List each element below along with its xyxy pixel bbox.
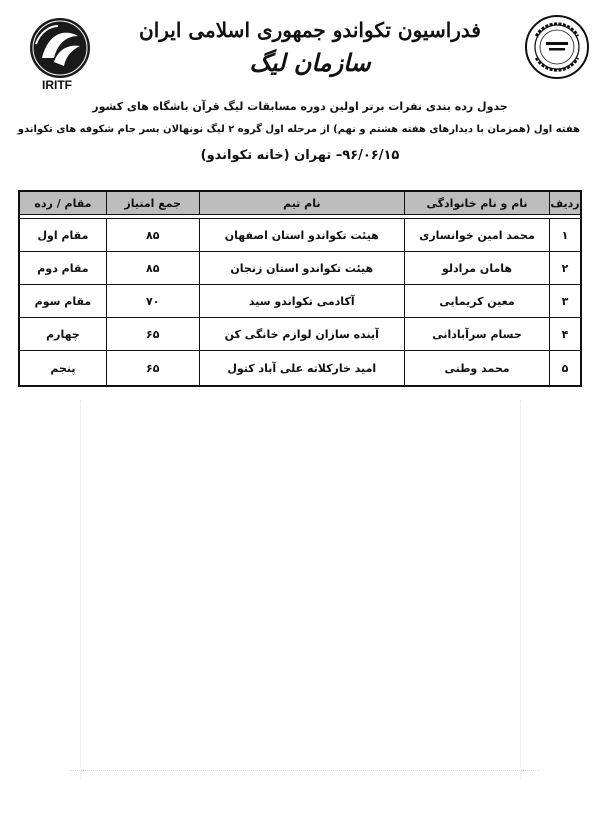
cell-place: مقام دوم [19,252,106,285]
cell-team: امید خارکلاته علی آباد کتول [199,351,404,387]
header-score: جمع امتیاز [106,191,199,215]
bleed-through-mark [70,770,540,801]
cell-place: مقام سوم [19,285,106,318]
iritf-logo-text: IRITF [42,78,72,92]
cell-rank: ۱ [550,219,581,252]
cell-place: مقام اول [19,219,106,252]
table-row [19,285,581,318]
cell-name: هامان مرادلو [405,252,550,285]
cell-team: آینده سازان لوازم خانگی کن [199,318,404,351]
table-row [19,318,581,351]
doc-date-venue: ۹۶/۰۶/۱۵– تهران (خانه تکواندو) [200,148,400,163]
federation-title: فدراسیون تکواندو جمهوری اسلامی ایران [139,18,481,42]
cell-rank: ۴ [550,318,581,351]
bleed-through-mark [520,400,522,780]
cell-team: آکادمی تکواندو سید [199,285,404,318]
cell-rank: ۵ [550,351,581,387]
organization-name: سازمان لیگ [249,48,371,77]
header-team: نام تیم [199,191,404,215]
cell-score: ۸۵ [106,252,199,285]
cell-team: هیئت تکواندو استان اصفهان [199,219,404,252]
cell-name: حسام سرآبادانی [405,318,550,351]
table-row [19,219,581,252]
table-row [19,351,581,387]
ranking-table [18,190,582,387]
cell-name: محمد وطنی [405,351,550,387]
bleed-through-mark [80,400,82,780]
doc-heading-line-1: جدول رده بندی نفرات برتر اولین دوره مسابقات لیگ قرآن باشگاه های کشور [92,100,508,113]
cell-place: چهارم [19,318,106,351]
league-seal-icon [524,14,590,80]
cell-rank: ۲ [550,252,581,285]
cell-score: ۷۰ [106,285,199,318]
cell-score: ۸۵ [106,219,199,252]
cell-score: ۶۵ [106,351,199,387]
cell-team: هیئت تکواندو استان زنجان [199,252,404,285]
header-place: مقام / رده [19,191,106,215]
header-name: نام و نام خانوادگی [405,191,550,215]
cell-score: ۶۵ [106,318,199,351]
cell-place: پنجم [19,351,106,387]
cell-name: معین کریمایی [405,285,550,318]
cell-rank: ۳ [550,285,581,318]
header-rank: ردیف [550,191,581,215]
doc-heading-line-2: هفته اول (همزمان با دیدارهای هفته هشتم و نهم) از مرحله اول گروه ۲ لیگ نونهالان پسر جام شکوفه های تکواندو [17,124,580,135]
table-header-row [19,191,581,215]
cell-name: محمد امین خوانساری [405,219,550,252]
table-row [19,252,581,285]
league-seal-logo [524,14,590,80]
